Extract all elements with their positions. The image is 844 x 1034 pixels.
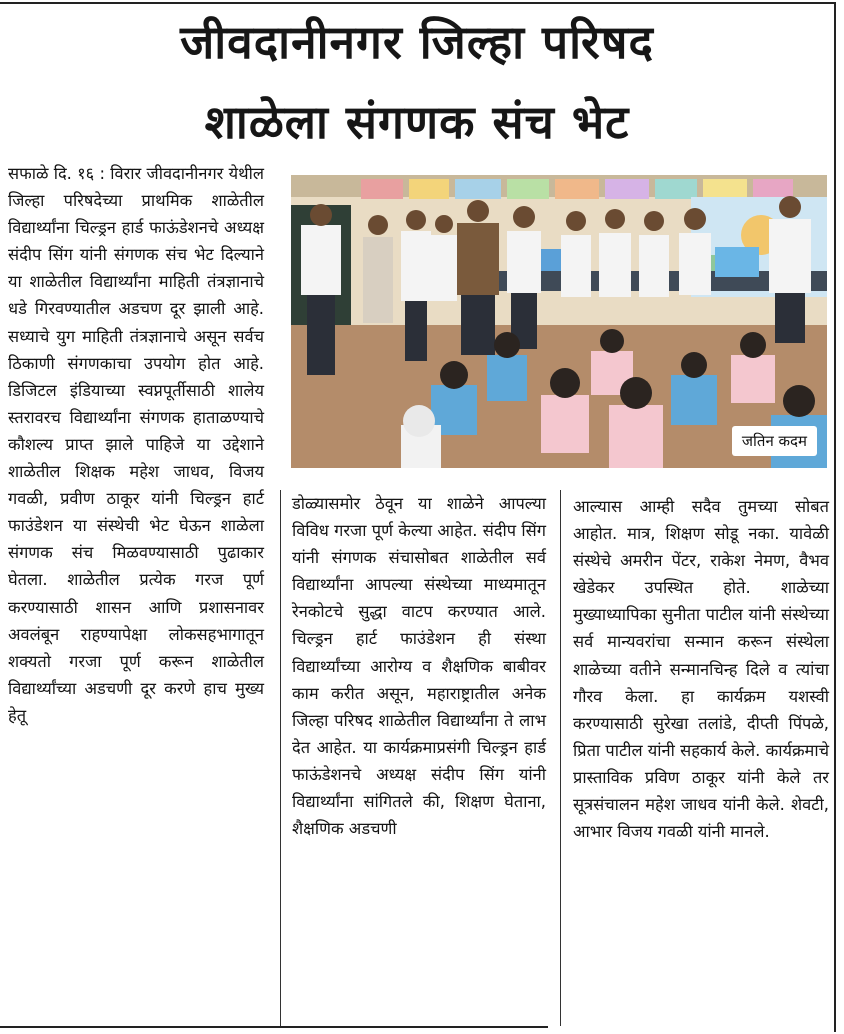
column-divider-2 <box>560 490 561 1026</box>
article-column-3-text: आल्यास आम्ही सदैव तुमच्या सोबत आहोत. मात्र, शिक्षण सोडू नका. यावेळी संस्थेचे अमरीन पेंटर, राकेश नेमण, वैभव खेडेकर उपस्थित होते. शाळेच्या मुख्याध्यापिका सुनीता पाटील यांनी संस्थेच्या सर्व मान्यवरांचा सन्मान करून संस्थेला शाळेच्या वतीने सन्मानचिन्ह दिले व त्यांचा गौरव केला. हा कार्यक्रम यशस्वी करण्यासाठी सुरेखा तलांडे, दीप्ती पिंपळे, प्रिता पाटील यांनी सहकार्य केले. कार्यक्रमाचे प्रास्ताविक प्रविण ठाकूर यांनी केले तर सूत्रसंचालन महेश जाधव यांनी केले. शेवटी, आभार विजय गवळी यांनी मानले. <box>573 497 829 842</box>
top-rule <box>0 2 834 4</box>
headline-line-1: जीवदानीनगर जिल्हा परिषद <box>180 15 654 69</box>
article-column-1 <box>8 160 264 729</box>
column-divider-1 <box>280 490 281 1026</box>
article-column-3 <box>573 493 829 845</box>
news-photo <box>291 175 827 468</box>
classroom-photo-illustration <box>291 175 827 468</box>
bottom-rule <box>0 1026 548 1028</box>
headline-line-2: शाळेला संगणक संच भेट <box>204 95 630 149</box>
article-column-1-text: सफाळे दि. १६ : विरार जीवदानीनगर येथील जिल्हा परिषदेच्या प्राथमिक शाळेतील विद्यार्थ्यांना चिल्ड्रन हार्ड फाऊंडेशनचे अध्यक्ष संदीप सिंग यांनी संगणक संच भेट दिल्याने या शाळेतील विद्यार्थ्यांना माहिती तंत्रज्ञानाचे धडे गिरवण्यातील अडचण दूर झाली आहे. सध्याचे युग माहिती तंत्रज्ञानाचे असून सर्वच ठिकाणी संगणकाचा उपयोग होत आहे. डिजिटल इंडियाच्या स्वप्नपूर्तीसाठी शालेय स्तरावरच विद्यार्थ्यांना संगणक हाताळण्याचे कौशल्य प्राप्त झाले पाहिजे या उद्देशाने शाळेतील शिक्षक महेश जाधव, विजय गवळी, प्रवीण ठाकूर यांनी चिल्ड्रन हार्ट फाउंडेशन या संस्थेची भेट घेऊन शाळेला संगणक संच मिळवण्यासाठी पुढाकार घेतला. शाळेतील प्रत्येक गरज पूर्ण करण्यासाठी शासन आणि प्रशासनावर अवलंबून राहण्यापेक्षा लोकसहभागातून शक्यतो गरजा पूर्ण करून शाळेतील विद्यार्थ्यांच्या अडचणी दूर करणे हाच मुख्य हेतू <box>8 164 264 725</box>
article-column-2-text: डोळ्यासमोर ठेवून या शाळेने आपल्या विविध गरजा पूर्ण केल्या आहेत. संदीप सिंग यांनी संगणक संचासोबत शाळेतील सर्व विद्यार्थ्यांना आपल्या संस्थेच्या माध्यमातून रेनकोटचे सुद्धा वाटप करण्यात आले. चिल्ड्रन हार्ट फाउंडेशन ही संस्था विद्यार्थ्यांच्या आरोग्य व शैक्षणिक बाबीवर काम करीत असून, महाराष्ट्रातील अनेक जिल्हा परिषद शाळेतील विद्यार्थ्यांना ते लाभ देत आहेत. या कार्यक्रमाप्रसंगी चिल्ड्रन हार्ड फाऊंडेशनचे अध्यक्ष संदीप सिंग यांनी विद्यार्थ्यांना सांगितले की, शिक्षण घेताना, शैक्षणिक अडचणी <box>292 494 546 839</box>
article-column-2 <box>292 490 546 842</box>
right-border-rule <box>834 2 836 1032</box>
photo-credit: जतिन कदम <box>732 426 817 456</box>
